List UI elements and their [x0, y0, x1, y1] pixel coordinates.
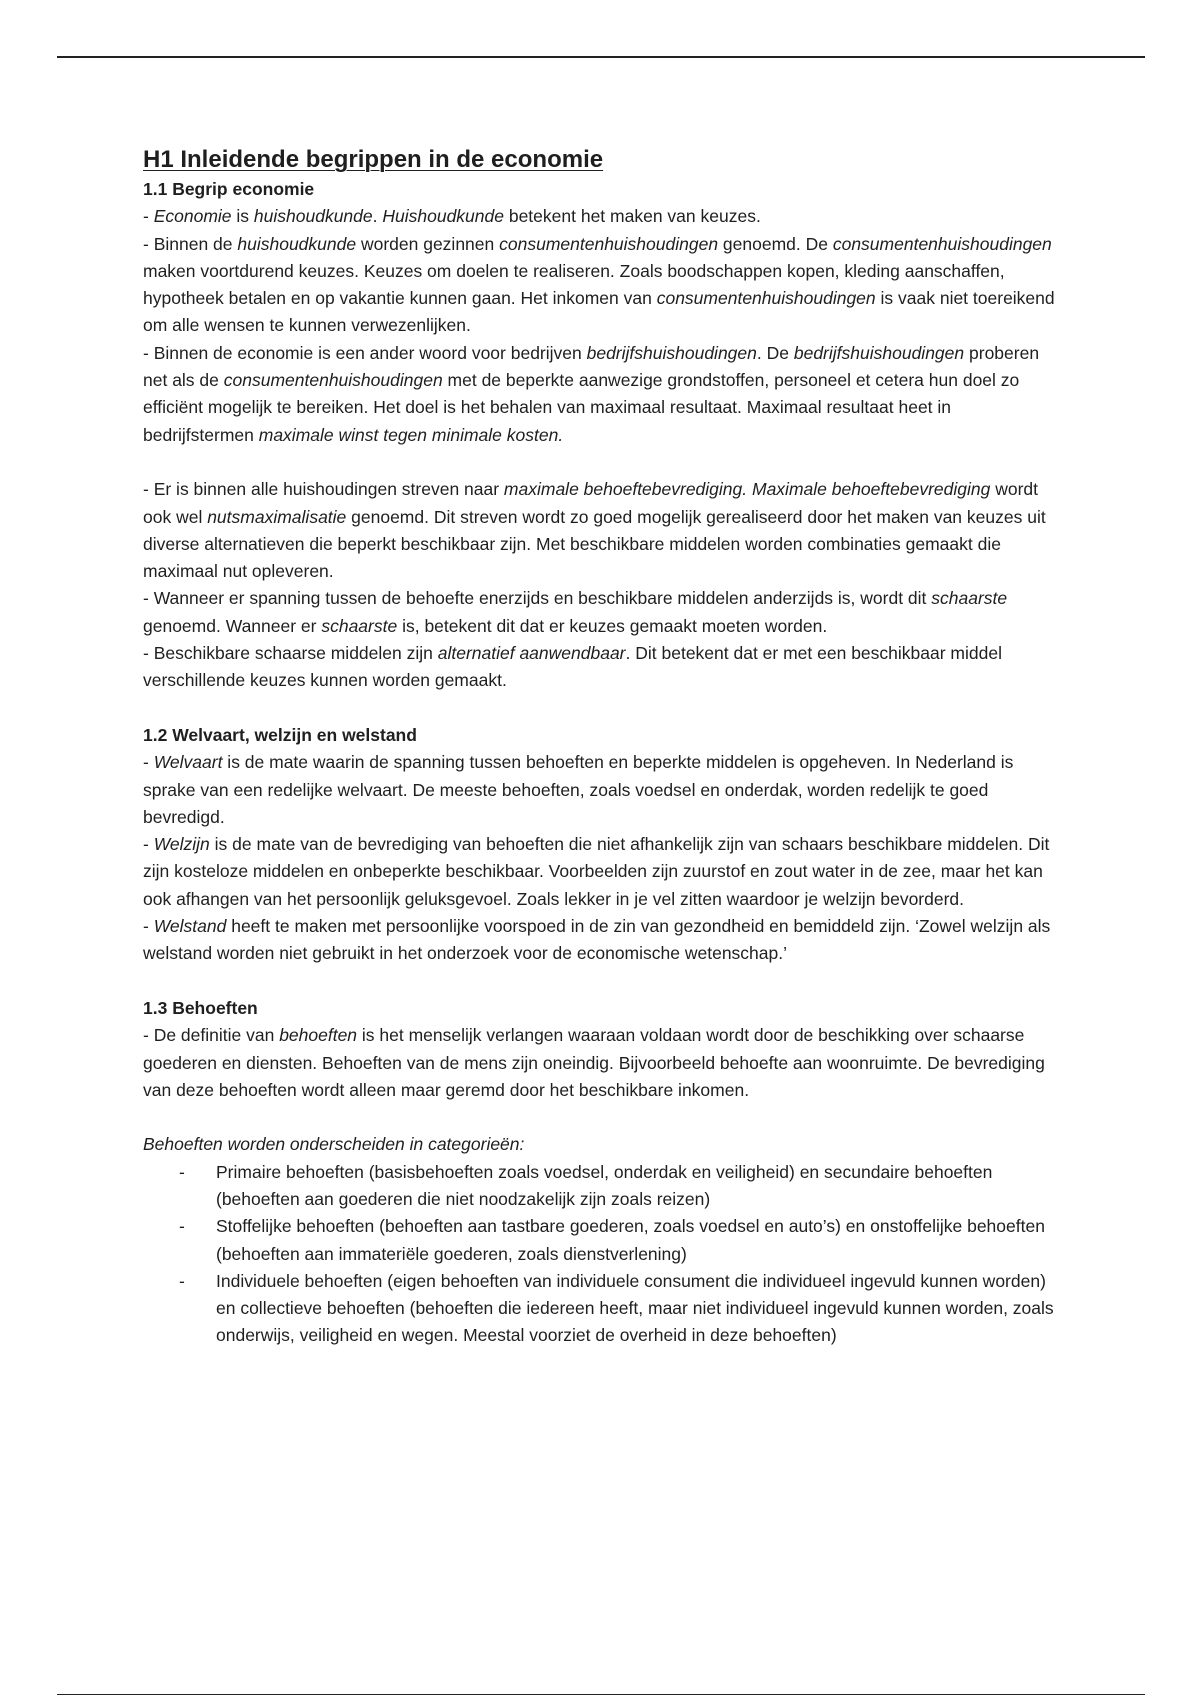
list-intro: Behoeften worden onderscheiden in categorieën: — [143, 1134, 525, 1155]
paragraph: - Welzijn is de mate van de bevrediging van behoeften die niet afhankelijk zijn van schaars beschikbare middelen. Dit zijn kosteloze middelen en onbeperkte beschikbaar. Voorbeelden zijn zuurstof en zout water in de zee, maar het kan ook afhangen van het persoonlijk geluksgevoel. Zoals lekker in je vel zitten waardoor je welzijn bevorderd. — [143, 834, 1050, 909]
header-rule — [57, 56, 1145, 58]
paragraph: - De definitie van behoeften is het menselijk verlangen waaraan voldaan wordt door de beschikking over schaarse goederen en diensten. Behoeften van de mens zijn oneindig. Bijvoorbeeld behoefte aan woonruimte. De bevrediging van deze behoeften wordt alleen maar geremd door het beschikbare inkomen. — [143, 1025, 1045, 1100]
dash-bullet: - — [179, 1216, 185, 1237]
section-heading-1-1: 1.1 Begrip economie — [143, 179, 315, 199]
paragraph: - Welvaart is de mate waarin de spanning tussen behoeften en beperkte middelen is opgeheven. In Nederland is sprake van een redelijke welvaart. De meeste behoeften, zoals voedsel en onderdak, worden redelijk te goed bevredigd. — [143, 752, 1014, 827]
list-item: - Individuele behoeften (eigen behoeften van individuele consument die individueel ingevuld kunnen worden) en collectieve behoeften (behoeften die iedereen heeft, maar niet individueel ingevuld kunnen worden, zoals onderwijs, veiligheid en wegen. Meestal voorziet de overheid in deze behoeften) — [143, 1268, 1063, 1350]
section-heading-1-2: 1.2 Welvaart, welzijn en welstand — [143, 724, 417, 745]
paragraph: - Binnen de huishoudkunde worden gezinnen consumentenhuishoudingen genoemd. De consumentenhuishoudingen maken voortdurend keuzes. Keuzes om doelen te realiseren. Zoals boodschappen kopen, kleding aanschaffen, hypotheek betalen en op vakantie kunnen gaan. Het inkomen van consumentenhuishoudingen is vaak niet toereikend om alle wensen te kunnen verwezenlijken. — [143, 233, 1055, 336]
paragraph: - Er is binnen alle huishoudingen streven naar maximale behoeftebevrediging. Maximale behoeftebevrediging wordt ook wel nutsmaximalisatie genoemd. Dit streven wordt zo goed mogelijk gerealiseerd door het maken van keuzes uit diverse alternatieven die beperkt beschikbaar zijn. Met beschikbare middelen worden combinaties gemaakt die maximaal nut opleveren. — [143, 479, 1046, 582]
dash-bullet: - — [179, 1161, 185, 1182]
paragraph: - Beschikbare schaarse middelen zijn alternatief aanwendbaar. Dit betekent dat er met een beschikbaar middel verschillende keuzes kunnen worden gemaakt. — [143, 643, 1002, 691]
footer-rule — [57, 1694, 1145, 1695]
paragraph: - Welstand heeft te maken met persoonlijke voorspoed in de zin van gezondheid en bemiddeld zijn. ‘Zowel welzijn als welstand worden niet gebruikt in het onderzoek voor de economische wetenschap.’ — [143, 916, 1051, 964]
list-item: - Stoffelijke behoeften (behoeften aan tastbare goederen, zoals voedsel en auto’s) en onstoffelijke behoeften (behoeften aan immateriële goederen, zoals dienstverlening) — [143, 1213, 1063, 1268]
dash-bullet: - — [179, 1270, 185, 1291]
paragraph: - Economie is huishoudkunde. Huishoudkunde betekent het maken van keuzes. — [143, 206, 761, 227]
chapter-title: H1 Inleidende begrippen in de economie — [143, 146, 604, 173]
list-item: - Primaire behoeften (basisbehoeften zoals voedsel, onderdak en veiligheid) en secundaire behoeften (behoeften aan goederen die niet noodzakelijk zijn zoals reizen) — [143, 1159, 1063, 1214]
section-heading-1-3: 1.3 Behoeften — [143, 997, 258, 1018]
category-list — [143, 1159, 1063, 1350]
paragraph: - Wanneer er spanning tussen de behoefte enerzijds en beschikbare middelen anderzijds is, wordt dit schaarste genoemd. Wanneer er schaarste is, betekent dit dat er keuzes gemaakt moeten worden. — [143, 588, 1008, 636]
paragraph: - Binnen de economie is een ander woord voor bedrijven bedrijfshuishoudingen. De bedrijfshuishoudingen proberen net als de consumentenhuishoudingen met de beperkte aanwezige grondstoffen, personeel et cetera hun doel zo efficiënt mogelijk te bereiken. Het doel is het behalen van maximaal resultaat. Maximaal resultaat heet in bedrijfstermen maximale winst tegen minimale kosten. — [143, 342, 1040, 445]
document-page — [143, 144, 1063, 1350]
